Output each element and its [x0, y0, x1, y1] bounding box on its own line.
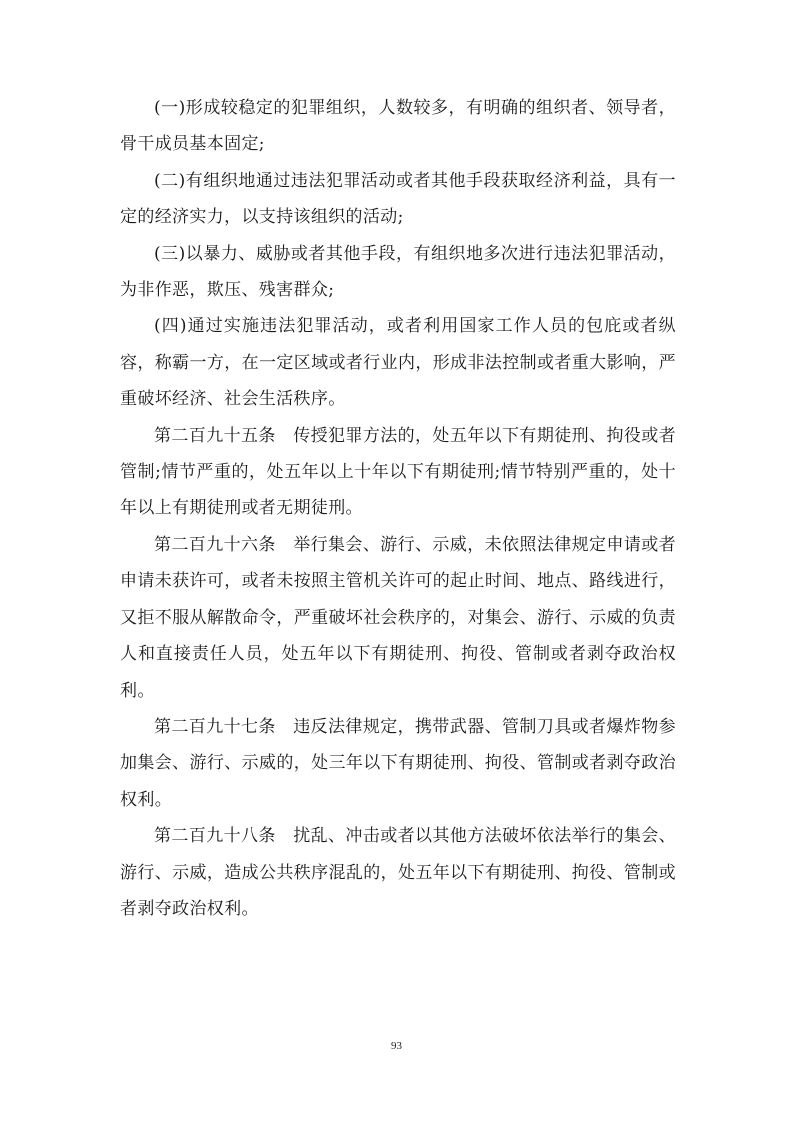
article-295-paragraph: 第二百九十五条 传授犯罪方法的，处五年以下有期徒刑、拘役或者管制;情节严重的，处五年以上十年以下有期徒刑;情节特别严重的，处十年以上有期徒刑或者无期徒刑。	[120, 425, 676, 519]
article-297-paragraph: 第二百九十七条 违反法律规定，携带武器、管制刀具或者爆炸物参加集会、游行、示威的，处三年以下有期徒刑、拘役、管制或者剥夺政治权利。	[120, 716, 676, 810]
clause-paragraph-3: (三)以暴力、威胁或者其他手段，有组织地多次进行违法犯罪活动，为非作恶，欺压、残害群众;	[120, 243, 676, 301]
article-296-paragraph: 第二百九十六条 举行集会、游行、示威，未依照法律规定申请或者申请未获许可，或者未按照主管机关许可的起止时间、地点、路线进行，又拒不服从解散命令，严重破坏社会秩序的，对集会、游行、示威的负责人和直接责任人员，处五年以下有期徒刑、拘役、管制或者剥夺政治权利。	[120, 534, 676, 701]
clause-paragraph-2: (二)有组织地通过违法犯罪活动或者其他手段获取经济利益，具有一定的经济实力，以支持该组织的活动;	[120, 170, 676, 228]
page-number: 93	[391, 1040, 402, 1052]
document-body	[120, 90, 676, 927]
article-298-paragraph: 第二百九十八条 扰乱、冲击或者以其他方法破坏依法举行的集会、游行、示威，造成公共秩序混乱的，处五年以下有期徒刑、拘役、管制或者剥夺政治权利。	[120, 826, 676, 919]
clause-paragraph-4: (四)通过实施违法犯罪活动，或者利用国家工作人员的包庇或者纵容，称霸一方，在一定区域或者行业内，形成非法控制或者重大影响，严重破坏经济、社会生活秩序。	[120, 316, 676, 410]
clause-paragraph-1: (一)形成较稳定的犯罪组织，人数较多，有明确的组织者、领导者，骨干成员基本固定;	[120, 98, 676, 155]
